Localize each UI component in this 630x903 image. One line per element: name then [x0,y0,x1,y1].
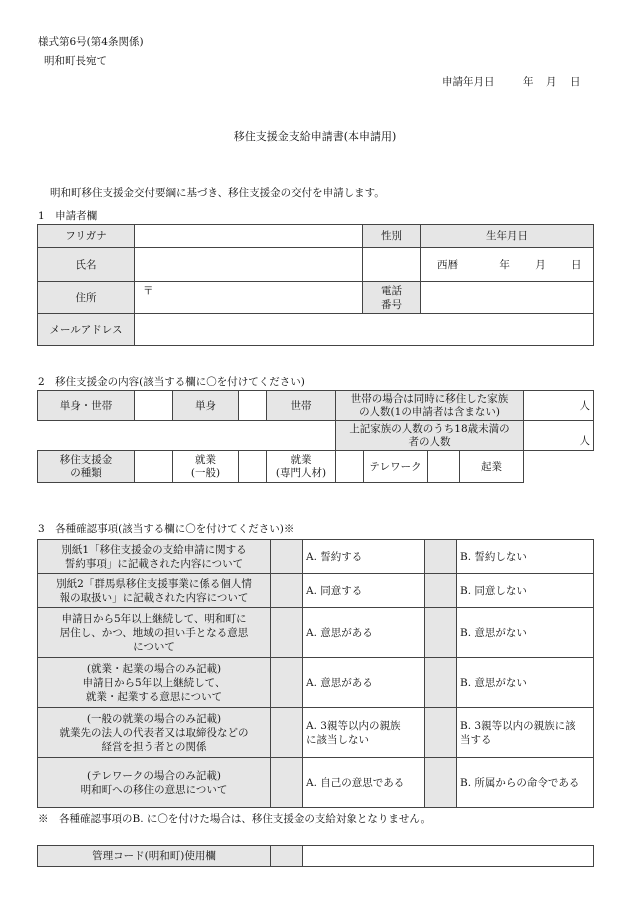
option-b-line: B. 誓約しない [460,550,527,563]
question-line: 誓約事項」に記載された内容について [64,557,244,570]
option-b-label [457,758,594,808]
option-b-label [457,708,594,758]
option-b-check[interactable] [425,758,457,808]
confirmation-row [38,608,594,658]
postal-mark: 〒 [143,285,154,297]
option-b-check[interactable] [425,708,457,758]
birth-day: 日 [571,258,582,271]
option-a-label [303,574,425,608]
phone-label-line1: 電話 [381,284,402,297]
option-b-line: B. 同意しない [460,584,527,597]
employment-pro-label [267,451,336,483]
section2-heading: 2 移住支援金の内容(該当する欄に〇を付けてください) [38,376,305,388]
emp-general-line2: (一般) [190,466,221,479]
gender-field[interactable] [363,248,421,282]
option-b-check[interactable] [425,540,457,574]
addressee: 明和町長宛て [44,55,107,67]
option-b-line: B. 3親等以内の親族に該 [460,719,576,732]
startup-check[interactable] [428,451,460,483]
emp-pro-line2: (専門人材) [275,466,327,479]
confirmation-question [38,540,271,574]
date-year: 年 [523,76,534,88]
support-type-label [38,451,135,483]
question-line: (テレワークの場合のみ記載) [87,769,221,782]
option-a-check[interactable] [271,608,303,658]
option-a-label [303,708,425,758]
question-line: (一般の就業の場合のみ記載) [86,712,222,725]
note-text: ※ 各種確認事項のB. に〇を付けた場合は、移住支援金の支給対象となりません。 [38,813,432,825]
email-label: メールアドレス [38,314,135,346]
confirmation-row [38,574,594,608]
birth-field[interactable] [421,248,594,282]
option-a-label [303,758,425,808]
under18-label-line1: 上記家族の人数のうち18歳未満の [349,422,510,435]
question-line: 報の取扱い」に記載された内容について [59,591,249,604]
admin-code-table [37,845,594,867]
single-check[interactable] [135,391,173,421]
option-a-line: A. 誓約する [306,550,363,563]
page-title: 移住支援金支給申請書(本申請用) [233,130,397,143]
under18-label-line2: 者の人数 [408,435,451,448]
gender-label: 性別 [363,225,421,248]
form-number: 様式第6号(第4条関係) [38,36,144,48]
option-a-label [303,540,425,574]
confirmation-question [38,708,271,758]
option-a-check[interactable] [271,658,303,708]
question-line: 申請日から5年以上継続して、明和町に [61,612,247,625]
question-line: 就業・起業する意思について [85,690,223,703]
phone-label-line2: 番号 [381,298,402,311]
option-b-check[interactable] [425,608,457,658]
name-label: 氏名 [38,248,135,282]
option-a-line: に該当しない [306,733,369,746]
family-count-label [336,391,524,421]
question-line: (就業・起業の場合のみ記載) [86,662,222,675]
emp-pro-line1: 就業 [290,453,312,466]
question-line: 経営を担う者との関係 [101,740,207,753]
admin-code-gap [271,846,303,867]
phone-label [363,282,421,314]
admin-code-label: 管理コード(明和町)使用欄 [38,846,271,867]
birth-era: 西暦 [437,258,458,271]
option-b-label [457,574,594,608]
emp-general-line1: 就業 [195,453,216,466]
question-line: 就業先の法人の代表者又は取締役などの [59,726,249,739]
confirmation-row [38,758,594,808]
option-b-check[interactable] [425,658,457,708]
option-a-line: A. 意思がある [306,676,373,689]
single-label: 単身 [173,391,239,421]
employment-pro-check[interactable] [239,451,267,483]
telework-label: テレワーク [364,451,428,483]
section1-heading: 1 申請者欄 [38,210,98,222]
intro-text: 明和町移住支援金交付要綱に基づき、移住支援金の交付を申請します。 [50,187,385,199]
option-b-line: B. 所属からの命令である [460,776,580,789]
option-b-line: 当する [460,733,492,746]
option-b-line: B. 意思がない [460,626,527,639]
date-month: 月 [546,76,557,88]
option-b-label [457,608,594,658]
confirmation-table [37,539,594,808]
date-day: 日 [570,76,581,88]
household-check[interactable] [239,391,267,421]
option-a-label [303,658,425,708]
type-label-line2: の種類 [70,466,102,479]
option-b-label [457,658,594,708]
family-label-line1: 世帯の場合は同時に移住した家族 [350,392,509,405]
question-line: 別紙1「移住支援金の支給申請に関する [61,543,247,556]
option-a-line: A. 自己の意思である [306,776,405,789]
question-line: 明和町への移住の意思について [80,783,228,796]
family-unit: 人 [579,399,590,412]
confirmation-question [38,658,271,708]
option-a-line: A. 3親等以内の親族 [306,719,401,732]
applicant-table [37,224,594,346]
section3-heading: 3 各種確認事項(該当する欄に〇を付けてください)※ [38,523,295,535]
option-b-check[interactable] [425,574,457,608]
email-field[interactable] [135,314,594,346]
birth-month: 月 [535,258,546,271]
type-label-line1: 移住支援金 [59,453,113,466]
startup-label: 起業 [460,451,524,483]
option-a-line: A. 意思がある [306,626,373,639]
household-label: 世帯 [267,391,336,421]
option-b-line: B. 意思がない [460,676,527,689]
date-label: 申請年月日 [442,76,495,88]
furigana-field[interactable] [135,225,363,248]
family-label-line2: の人数(1の申請者は含まない) [359,405,500,418]
question-line: 申請日から5年以上継続して、 [82,676,226,689]
option-b-label [457,540,594,574]
telework-check[interactable] [336,451,364,483]
address-label: 住所 [38,282,135,314]
employment-general-check[interactable] [135,451,173,483]
admin-code-field[interactable] [303,846,594,867]
option-a-check[interactable] [271,758,303,808]
option-a-label [303,608,425,658]
option-a-check[interactable] [271,540,303,574]
question-line: 居住し、かつ、地域の担い手となる意思 [59,626,249,639]
phone-field[interactable] [421,282,594,314]
support-content-table [37,390,594,483]
under18-unit: 人 [579,435,590,447]
employment-general-label [173,451,239,483]
family-count-field[interactable] [524,391,594,421]
furigana-label: フリガナ [38,225,135,248]
name-field[interactable] [135,248,363,282]
confirmation-row [38,658,594,708]
confirmation-question [38,574,271,608]
confirmation-row [38,540,594,574]
address-field[interactable] [135,282,363,314]
question-line: について [133,640,175,653]
single-household-label: 単身・世帯 [38,391,135,421]
option-a-line: A. 同意する [306,584,363,597]
under18-count-field[interactable] [524,421,594,451]
confirmation-question [38,608,271,658]
birth-year: 年 [499,258,510,271]
question-line: 別紙2「群馬県移住支援事業に係る個人情 [56,577,252,590]
option-a-check[interactable] [271,708,303,758]
confirmation-row [38,708,594,758]
confirmation-question [38,758,271,808]
option-a-check[interactable] [271,574,303,608]
birth-label: 生年月日 [421,225,594,248]
under18-count-label [336,421,524,451]
